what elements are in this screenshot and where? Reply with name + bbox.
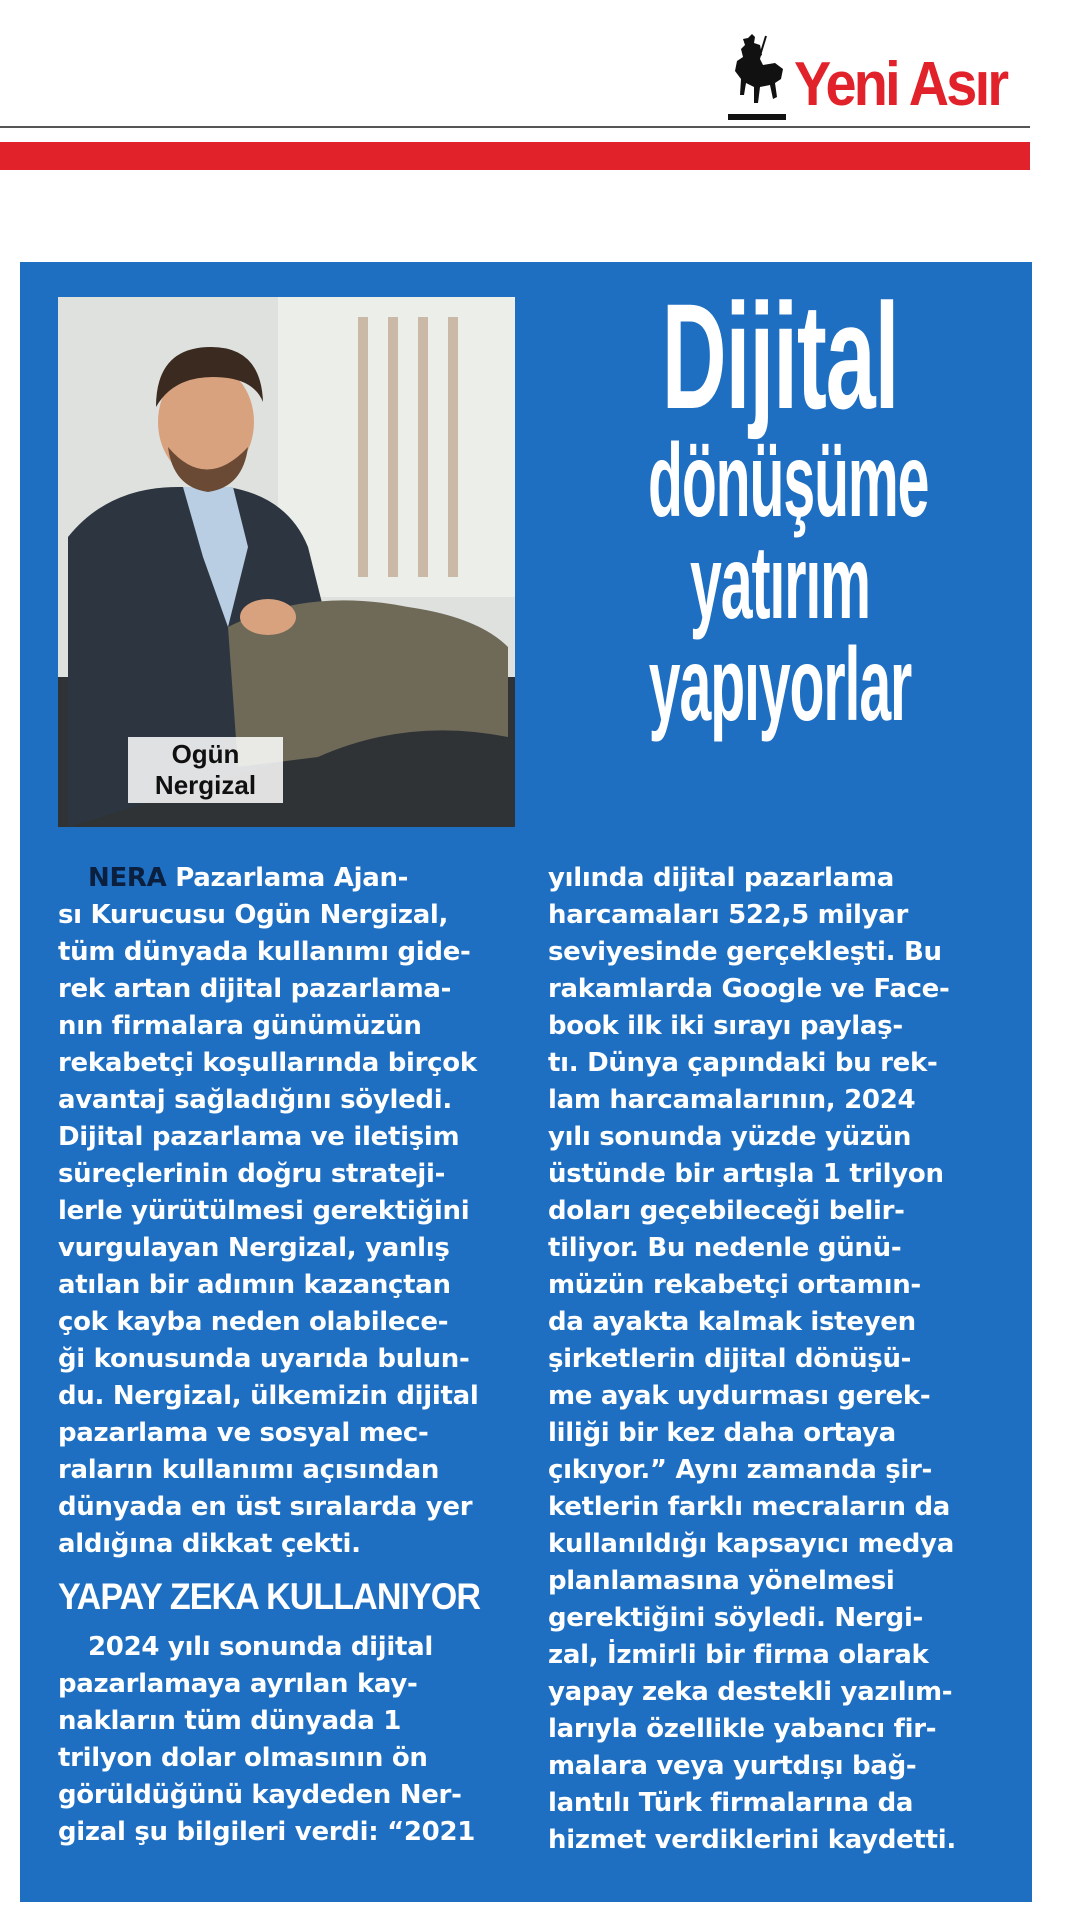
- body-line: çok kayba neden olabilece-: [58, 1307, 449, 1337]
- body-column-left: [58, 860, 518, 1851]
- body-line: müzün rekabetçi ortamın-: [548, 1270, 921, 1300]
- body-line: nın firmalara günümüzün: [58, 1011, 422, 1041]
- body-line: tüm dünyada kullanımı gide-: [58, 937, 471, 967]
- body-line: yılı sonunda yüzde yüzün: [548, 1122, 912, 1152]
- body-line: liliği bir kez daha ortaya: [548, 1418, 896, 1448]
- caption-first-name: Ogün: [171, 739, 240, 769]
- body-line: gerektiğini söyledi. Nergi-: [548, 1603, 924, 1633]
- body-line: sı Kurucusu Ogün Nergizal,: [58, 900, 449, 930]
- photo-caption: [128, 737, 283, 803]
- horse-rider-icon: [726, 32, 788, 122]
- logo-text: Yeni Asır: [793, 50, 1007, 119]
- body-line: du. Nergizal, ülkemizin dijital: [58, 1381, 479, 1411]
- body-line: üstünde bir artışla 1 trilyon: [548, 1159, 944, 1189]
- body-line: lam harcamalarının, 2024: [548, 1085, 916, 1115]
- body-line: 2024 yılı sonunda dijital: [88, 1632, 433, 1662]
- body-line: rek artan dijital pazarlama-: [58, 974, 452, 1004]
- body-line: yılında dijital pazarlama: [548, 863, 894, 893]
- paragraph-continued: [548, 860, 1008, 1859]
- body-line: Dijital pazarlama ve iletişim: [58, 1122, 460, 1152]
- body-line: avantaj sağladığını söyledi.: [58, 1085, 452, 1115]
- body-line: nakların tüm dünyada 1: [58, 1706, 402, 1736]
- body-line: görüldüğünü kaydeden Ner-: [58, 1780, 462, 1810]
- body-line: me ayak uydurması gerek-: [548, 1381, 931, 1411]
- body-line: raların kullanımı açısından: [58, 1455, 440, 1485]
- body-line: tı. Dünya çapındaki bu rek-: [548, 1048, 938, 1078]
- body-line: larıyla özellikle yabancı fir-: [548, 1714, 937, 1744]
- body-line: gizal şu bilgileri verdi: “2021: [58, 1817, 476, 1847]
- body-line: atılan bir adımın kazançtan: [58, 1270, 451, 1300]
- body-line: pazarlamaya ayrılan kay-: [58, 1669, 418, 1699]
- subheading: YAPAY ZEKA KULLANIYOR: [58, 1576, 481, 1617]
- body-line: çıkıyor.” Aynı zamanda şir-: [548, 1455, 933, 1485]
- headline-line-4: yapıyorlar: [648, 627, 912, 743]
- caption-last-name: Nergizal: [154, 770, 257, 800]
- body-line: rekabetçi koşullarında birçok: [58, 1048, 477, 1078]
- portrait-photo: [58, 297, 515, 827]
- header-red-band: [0, 142, 1030, 170]
- body-line: rakamlarda Google ve Face-: [548, 974, 950, 1004]
- body-line: tiliyor. Bu nedenle günü-: [548, 1233, 902, 1263]
- body-line: pazarlama ve sosyal mec-: [58, 1418, 429, 1448]
- newspaper-logo[interactable]: [726, 26, 1030, 122]
- body-line: planlamasına yönelmesi: [548, 1566, 895, 1596]
- body-line: dünyada en üst sıralarda yer: [58, 1492, 473, 1522]
- headline-line-1: Dijital: [661, 272, 899, 440]
- body-line: şirketlerin dijital dönüşü-: [548, 1344, 912, 1374]
- body-line: ketlerin farklı mecraların da: [548, 1492, 951, 1522]
- body-line: malara veya yurtdışı bağ-: [548, 1751, 917, 1781]
- body-line: aldığına dikkat çekti.: [58, 1529, 361, 1559]
- header-rule: [0, 126, 1030, 128]
- body-line: zal, İzmirli bir firma olarak: [548, 1640, 929, 1670]
- body-line: Pazarlama Ajan-: [166, 863, 409, 893]
- body-line: lantılı Türk firmalarına da: [548, 1788, 914, 1818]
- body-line: süreçlerinin doğru strateji-: [58, 1159, 446, 1189]
- body-line: trilyon dolar olmasının ön: [58, 1743, 428, 1773]
- headline-line-3: yatırım: [690, 525, 870, 641]
- body-line: yapay zeka destekli yazılım-: [548, 1677, 953, 1707]
- headline-line-2: dönüşüme: [648, 423, 929, 539]
- body-line: vurgulayan Nergizal, yanlış: [58, 1233, 450, 1263]
- portrait-image: [58, 297, 515, 827]
- body-line: harcamaları 522,5 milyar: [548, 900, 909, 930]
- body-line: da ayakta kalmak isteyen: [548, 1307, 916, 1337]
- headline: [540, 272, 1020, 743]
- body-column-right: [548, 860, 1008, 1859]
- article-box: [20, 262, 1032, 1902]
- paragraph-second: [58, 1629, 518, 1851]
- masthead: [0, 0, 1068, 170]
- company-name: NERA: [88, 863, 167, 893]
- body-line: lerle yürütülmesi gerektiğini: [58, 1196, 470, 1226]
- body-line: doları geçebileceği belir-: [548, 1196, 905, 1226]
- paragraph-intro: [58, 860, 518, 1563]
- body-line: seviyesinde gerçekleşti. Bu: [548, 937, 942, 967]
- body-line: book ilk iki sırayı paylaş-: [548, 1011, 903, 1041]
- body-line: ği konusunda uyarıda bulun-: [58, 1344, 470, 1374]
- body-line: hizmet verdiklerini kaydetti.: [548, 1825, 956, 1855]
- body-line: kullanıldığı kapsayıcı medya: [548, 1529, 954, 1559]
